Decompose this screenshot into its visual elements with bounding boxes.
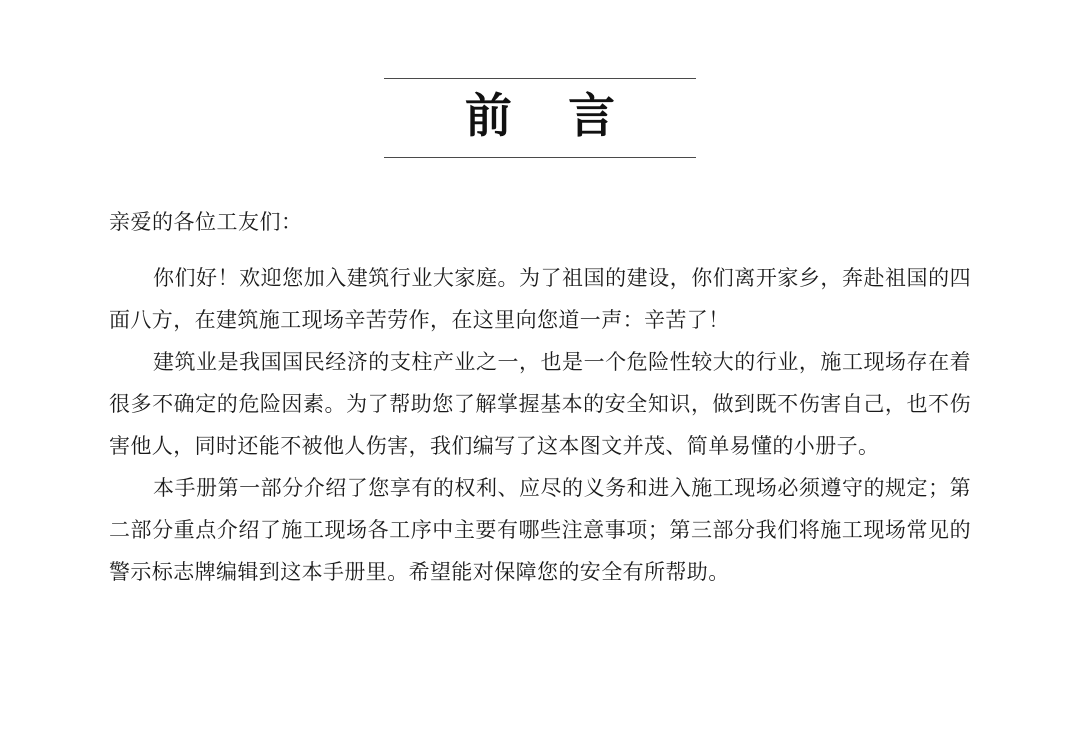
paragraph: 你们好！欢迎您加入建筑行业大家庭。为了祖国的建设，你们离开家乡，奔赴祖国的四面八方，在建筑施工现场辛苦劳作，在这里向您道一声：辛苦了！ bbox=[109, 266, 971, 333]
page-title: 前 言 bbox=[464, 89, 636, 144]
paragraph: 建筑业是我国国民经济的支柱产业之一，也是一个危险性较大的行业，施工现场存在着很多不确定的危险因素。为了帮助您了解掌握基本的安全知识，做到既不伤害自己，也不伤害他人，同时还能不被他人伤害，我们编写了这本图文并茂、简单易懂的小册子。 bbox=[109, 350, 971, 459]
salutation-spacer bbox=[109, 243, 971, 257]
paragraph: 本手册第一部分介绍了您享有的权利、应尽的义务和进入施工现场必须遵守的规定；第二部分重点介绍了施工现场各工序中主要有哪些注意事项；第三部分我们将施工现场常见的警示标志牌编辑到这本手册里。希望能对保障您的安全有所帮助。 bbox=[109, 476, 971, 585]
title-block bbox=[384, 0, 696, 158]
body-block bbox=[109, 158, 971, 593]
salutation: 亲爱的各位工友们： bbox=[109, 210, 303, 235]
